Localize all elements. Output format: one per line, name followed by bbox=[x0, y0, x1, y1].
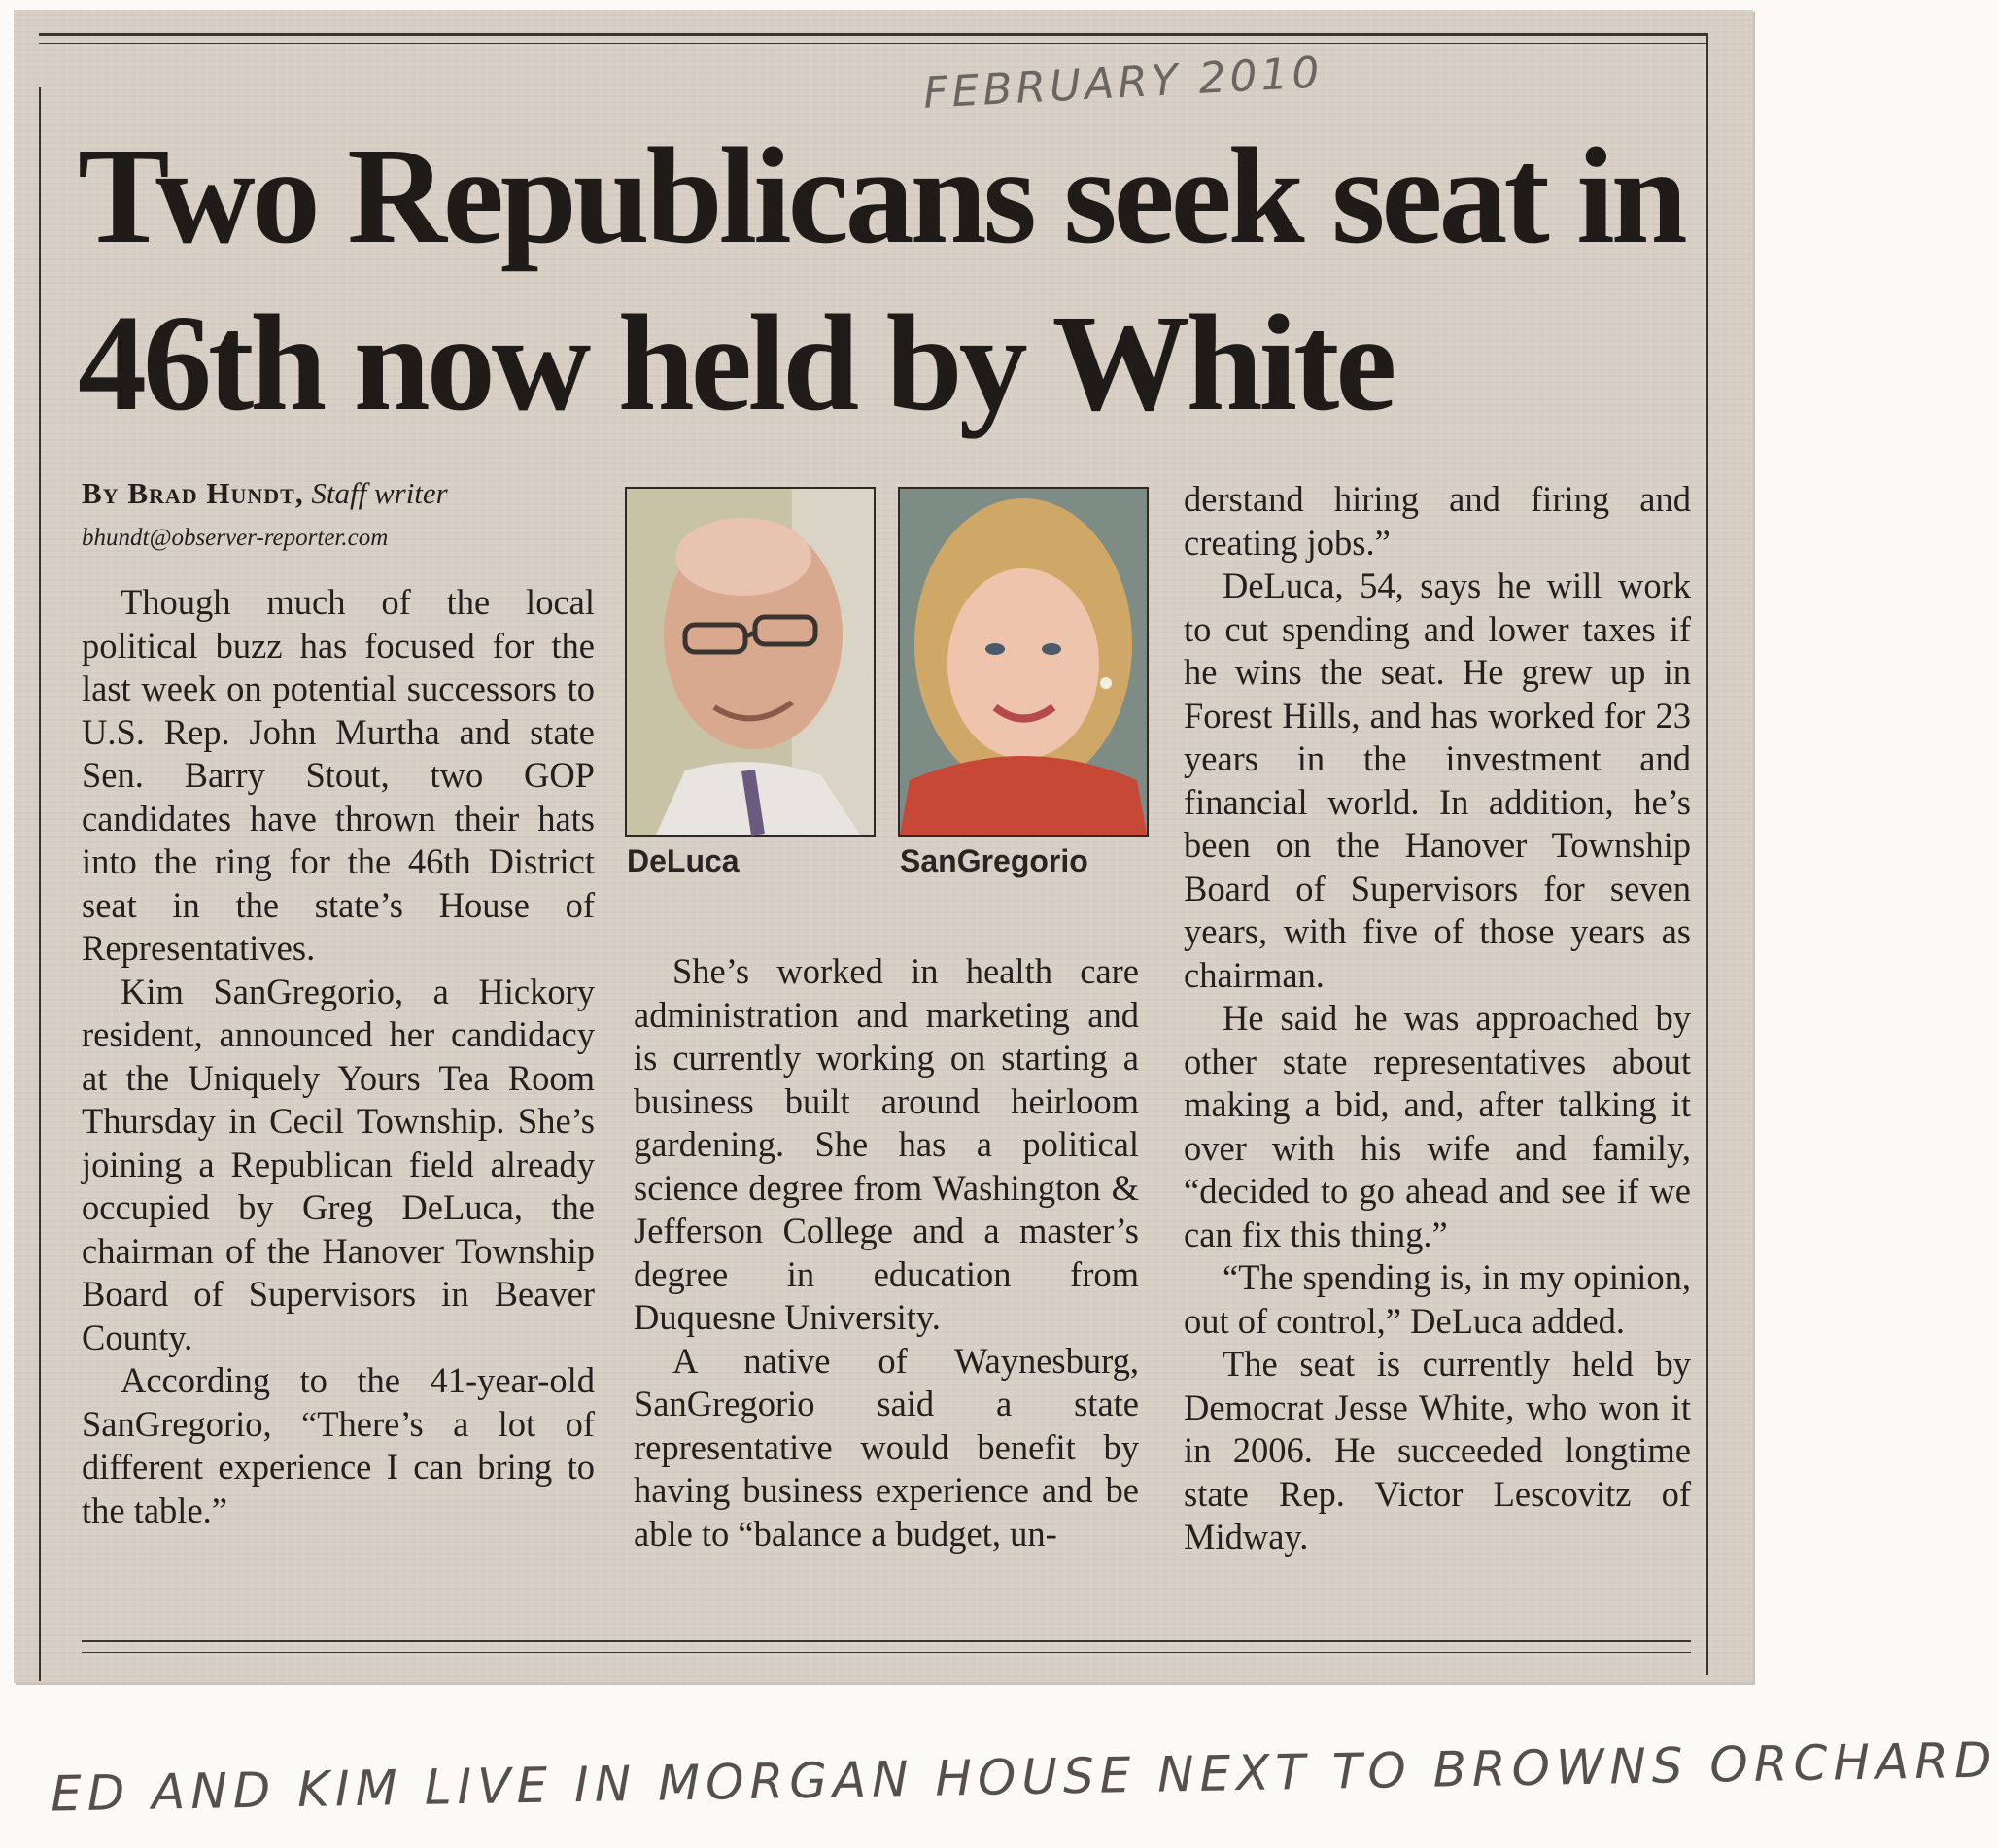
paragraph: According to the 41-year-old SanGregorio, “There’s a lot of different experience I can bring to the table.” bbox=[82, 1360, 595, 1530]
photo-caption-deluca: DeLuca bbox=[627, 843, 740, 878]
top-rule bbox=[39, 33, 1706, 36]
paragraph: Though much of the local political buzz has focused for the last week on potential successors to U.S. Rep. John Murtha and state Sen. Barry Stout, two GOP candidates have thrown their hats into the ring for the 46th District seat in the state’s House of Representatives. bbox=[82, 582, 595, 968]
bottom-rule bbox=[82, 1640, 1691, 1642]
paragraph: DeLuca, 54, says he will work to cut spending and lower taxes if he wins the seat. He grew up in Forest Hills, and has worked for 23 years in the investment and financial world. In addition, he’s been on the Hanover Township Board of Supervisors for seven years, with five of those years as chairman. bbox=[1184, 565, 1691, 995]
byline-role: Staff writer bbox=[311, 476, 448, 510]
left-border bbox=[39, 87, 41, 1681]
byline-author: By Brad Hundt, bbox=[82, 476, 304, 510]
portrait-woman-icon bbox=[900, 489, 1147, 835]
photo-caption-sangregorio: SanGregorio bbox=[900, 843, 1088, 878]
top-rule-thin bbox=[39, 43, 1706, 44]
paragraph: She’s worked in health care administration and marketing and is currently working on starting a business built around heirloom gardening. She has a political science degree from Washington & Jefferson College and a master’s degree in education from Duquesne University. bbox=[634, 951, 1139, 1337]
photo-sangregorio bbox=[898, 487, 1149, 837]
byline bbox=[82, 476, 448, 511]
handwritten-date: FEBRUARY 2010 bbox=[921, 48, 1325, 119]
byline-email: bhundt@observer-reporter.com bbox=[82, 525, 389, 551]
paragraph: Kim SanGregorio, a Hickory resident, announced her candidacy at the Uniquely Yours Tea Room Thursday in Cecil Township. She’s joining a Republican field already occupied by Greg DeLuca, the chairman of the Hanover Township Board of Supervisors in Beaver County. bbox=[82, 971, 595, 1357]
paragraph: “The spending is, in my opinion, out of control,” DeLuca added. bbox=[1184, 1257, 1691, 1341]
article-column-3 bbox=[1184, 478, 1691, 1559]
article-column-2 bbox=[634, 950, 1139, 1556]
article-column-1 bbox=[82, 581, 595, 1532]
paragraph: A native of Waynesburg, SanGregorio said a state representative would benefit by having business experience and be able to “balance a budget, un- bbox=[634, 1340, 1139, 1554]
paragraph: derstand hiring and firing and creating jobs.” bbox=[1184, 479, 1691, 563]
portrait-man-icon bbox=[627, 489, 874, 835]
paragraph: He said he was approached by other state representatives about making a bid, and, after talking it over with his wife and family, “decided to go ahead and see if we can fix this thing.” bbox=[1184, 998, 1691, 1254]
bottom-rule-thin bbox=[82, 1652, 1691, 1653]
photo-deluca bbox=[625, 487, 876, 837]
handwritten-note: ED AND KIM LIVE IN MORGAN HOUSE NEXT TO BROWNS ORCHARD bbox=[50, 1731, 1998, 1823]
headline: Two Republicans seek seat in 46th now held by White bbox=[78, 119, 1684, 439]
paragraph: The seat is currently held by Democrat Jesse White, who won it in 2006. He succeeded longtime state Rep. Victor Lescovitz of Midway. bbox=[1184, 1344, 1691, 1557]
